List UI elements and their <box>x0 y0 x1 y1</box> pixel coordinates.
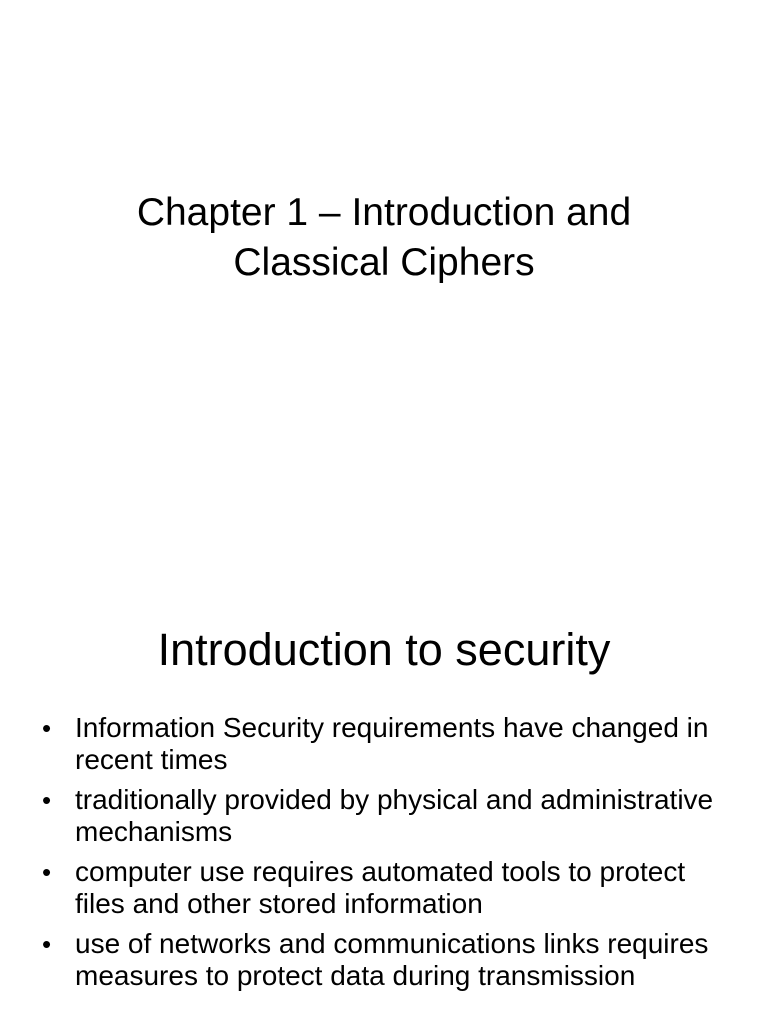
bullet-item <box>0 928 740 992</box>
bullet-icon: • <box>42 929 52 959</box>
bullet-text: use of networks and communications links requires measures to protect data during transmission <box>75 928 709 991</box>
bullet-icon: • <box>42 713 52 743</box>
bullet-text: traditionally provided by physical and administrative mechanisms <box>75 784 714 847</box>
bullet-icon: • <box>42 857 52 887</box>
section-title: Introduction to security <box>157 624 611 675</box>
bullet-text: Information Security requirements have changed in recent times <box>75 712 709 775</box>
bullet-item <box>0 784 740 848</box>
chapter-title-line-2: Classical Ciphers <box>233 241 535 284</box>
bullet-list <box>0 712 740 1000</box>
bullet-text: computer use requires automated tools to protect files and other stored information <box>75 856 686 919</box>
bullet-item <box>0 712 740 776</box>
chapter-title <box>60 188 708 288</box>
bullet-item <box>0 856 740 920</box>
slide-introduction-to-security <box>0 560 768 1024</box>
bullet-icon: • <box>42 785 52 815</box>
chapter-title-line-1: Chapter 1 – Introduction and <box>136 191 632 234</box>
